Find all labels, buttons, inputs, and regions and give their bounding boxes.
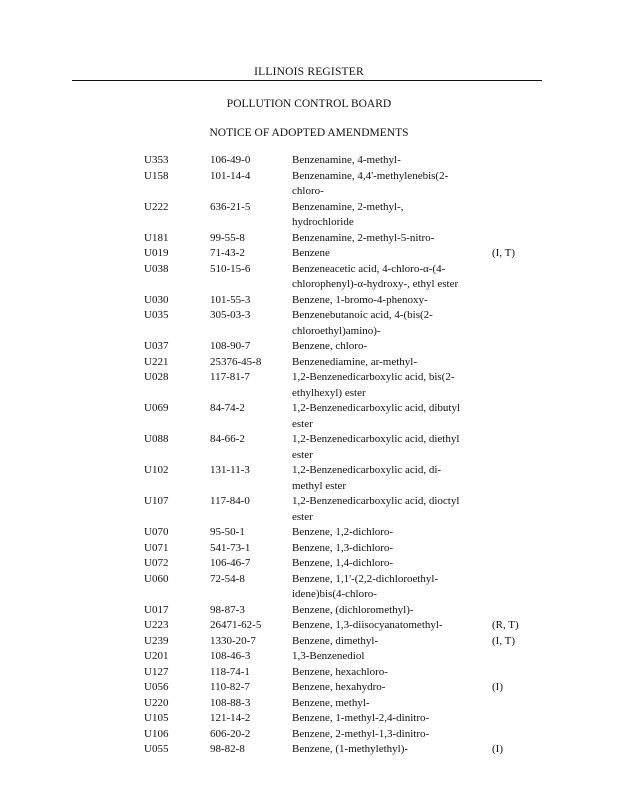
- cas-number: 117-81-7: [210, 371, 250, 383]
- substance-name: [292, 262, 476, 293]
- table-row: [0, 169, 618, 200]
- substance-name: [292, 293, 476, 309]
- waste-code: U105: [144, 712, 169, 724]
- cas-number: 99-55-8: [210, 231, 245, 244]
- substance-name: [292, 355, 476, 371]
- table-row: [0, 742, 618, 758]
- substance-name-line: Benzene, dimethyl-: [292, 634, 379, 647]
- substance-name-line: Benzene, hexachloro-: [292, 665, 388, 678]
- cas-number: 1330-20-7: [210, 634, 256, 647]
- cas-number: 108-90-7: [210, 340, 251, 352]
- waste-code: U072: [144, 557, 169, 569]
- waste-code: U239: [144, 634, 169, 647]
- waste-code: U060: [144, 572, 169, 585]
- table-row: [0, 432, 618, 463]
- substance-name-line: Benzenamine, 2-methyl-,: [292, 200, 404, 213]
- hazard-code: (I, T): [492, 247, 516, 259]
- waste-code: U222: [144, 200, 169, 213]
- substance-name: [292, 401, 476, 432]
- cas-number: 25376-45-8: [210, 355, 262, 368]
- substance-name-line: Benzene, 1,4-dichloro-: [292, 557, 394, 569]
- substance-name-line: Benzene: [292, 247, 330, 259]
- waste-code: U158: [144, 169, 169, 182]
- substance-name: [292, 432, 476, 463]
- waste-code: U221: [144, 355, 169, 368]
- table-row: [0, 494, 618, 525]
- table-row: [0, 355, 618, 371]
- cas-number: 108-88-3: [210, 696, 251, 709]
- substance-name: [292, 153, 476, 169]
- cas-number: 98-87-3: [210, 603, 245, 616]
- substance-name-line: Benzene, 1,2-dichloro-: [292, 526, 394, 538]
- substance-name-line: Benzene, (dichloromethyl)-: [292, 603, 414, 616]
- header-divider: [72, 80, 542, 81]
- substance-name-line: chlorophenyl)-α-hydroxy-, ethyl ester: [292, 278, 459, 290]
- hazard-code: (I): [492, 681, 503, 693]
- substance-name-line: ester: [292, 510, 313, 523]
- hazardous-waste-table: [0, 153, 618, 758]
- substance-name-line: chloroethyl)amino)-: [292, 324, 381, 337]
- table-row: [0, 541, 618, 557]
- waste-code: U028: [144, 371, 169, 383]
- table-row: [0, 572, 618, 603]
- substance-name-line: Benzene, 1,3-diisocyanatomethyl-: [292, 619, 443, 631]
- waste-code: U127: [144, 665, 169, 678]
- waste-code: U220: [144, 696, 169, 709]
- substance-name-line: Benzene, 2-methyl-1,3-dinitro-: [292, 727, 430, 740]
- substance-name-line: ester: [292, 448, 313, 461]
- table-row: [0, 696, 618, 712]
- substance-name-line: Benzene, 1-methyl-2,4-dinitro-: [292, 712, 430, 724]
- cas-number: 117-84-0: [210, 495, 250, 507]
- substance-name: [292, 370, 476, 401]
- substance-name: [292, 246, 476, 262]
- waste-code: U019: [144, 247, 169, 259]
- table-row: [0, 401, 618, 432]
- substance-name-line: Benzene, chloro-: [292, 340, 368, 352]
- substance-name-line: Benzenamine, 4-methyl-: [292, 154, 401, 166]
- substance-name: [292, 231, 476, 247]
- table-row: [0, 262, 618, 293]
- waste-code: U035: [144, 309, 169, 321]
- waste-code: U056: [144, 681, 169, 693]
- substance-name-line: Benzene, (1-methylethyl)-: [292, 743, 409, 755]
- substance-name-line: chloro-: [292, 185, 324, 197]
- substance-name-line: hydrochloride: [292, 216, 354, 228]
- substance-name-line: 1,2-Benzenedicarboxylic acid, dioctyl: [292, 495, 460, 507]
- cas-number: 541-73-1: [210, 541, 251, 554]
- cas-number: 84-66-2: [210, 433, 245, 445]
- cas-number: 106-46-7: [210, 557, 251, 569]
- substance-name-line: Benzene, methyl-: [292, 696, 370, 709]
- table-row: [0, 711, 618, 727]
- cas-number: 510-15-6: [210, 262, 251, 275]
- substance-name: [292, 696, 476, 712]
- substance-name-line: Benzene, 1-bromo-4-phenoxy-: [292, 293, 428, 306]
- substance-name-line: 1,2-Benzenedicarboxylic acid, diethyl: [292, 433, 460, 445]
- substance-name: [292, 742, 476, 758]
- substance-name: [292, 541, 476, 557]
- table-row: [0, 618, 618, 634]
- waste-code: U223: [144, 619, 169, 631]
- cas-number: 71-43-2: [210, 247, 245, 259]
- table-row: [0, 634, 618, 650]
- waste-code: U038: [144, 262, 169, 275]
- substance-name: [292, 572, 476, 603]
- waste-code: U030: [144, 293, 169, 306]
- substance-name-line: 1,2-Benzenedicarboxylic acid, bis(2-: [292, 371, 455, 383]
- waste-code: U055: [144, 743, 169, 755]
- register-title: ILLINOIS REGISTER: [254, 66, 364, 78]
- cas-number: 110-82-7: [210, 681, 250, 693]
- substance-name-line: ester: [292, 417, 313, 430]
- cas-number: 106-49-0: [210, 154, 251, 166]
- cas-number: 305-03-3: [210, 309, 251, 321]
- waste-code: U107: [144, 495, 169, 507]
- waste-code: U017: [144, 603, 169, 616]
- hazard-code: (R, T): [492, 619, 519, 631]
- cas-number: 95-50-1: [210, 526, 245, 538]
- table-row: [0, 339, 618, 355]
- substance-name: [292, 680, 476, 696]
- substance-name: [292, 618, 476, 634]
- substance-name: [292, 665, 476, 681]
- substance-name: [292, 494, 476, 525]
- substance-name: [292, 634, 476, 650]
- substance-name-line: Benzenebutanoic acid, 4-(bis(2-: [292, 309, 433, 321]
- table-row: [0, 293, 618, 309]
- cas-number: 118-74-1: [210, 665, 250, 678]
- substance-name: [292, 308, 476, 339]
- cas-number: 101-55-3: [210, 293, 251, 306]
- table-row: [0, 370, 618, 401]
- substance-name-line: 1,2-Benzenedicarboxylic acid, di-: [292, 464, 442, 476]
- waste-code: U069: [144, 402, 169, 414]
- substance-name-line: Benzene, 1,3-dichloro-: [292, 541, 394, 554]
- cas-number: 98-82-8: [210, 743, 245, 755]
- waste-code: U071: [144, 541, 169, 554]
- substance-name: [292, 603, 476, 619]
- substance-name-line: idene)bis(4-chloro-: [292, 588, 377, 600]
- table-row: [0, 463, 618, 494]
- waste-code: U201: [144, 650, 169, 662]
- cas-number: 131-11-3: [210, 464, 250, 476]
- hazard-code: (I, T): [492, 634, 516, 647]
- cas-number: 101-14-4: [210, 169, 251, 182]
- waste-code: U037: [144, 340, 169, 352]
- cas-number: 636-21-5: [210, 200, 251, 213]
- substance-name: [292, 727, 476, 743]
- substance-name: [292, 525, 476, 541]
- substance-name: [292, 339, 476, 355]
- table-row: [0, 200, 618, 231]
- cas-number: 84-74-2: [210, 402, 245, 414]
- board-name: POLLUTION CONTROL BOARD: [226, 98, 392, 110]
- substance-name: [292, 169, 476, 200]
- table-row: [0, 665, 618, 681]
- table-row: [0, 680, 618, 696]
- substance-name-line: ethylhexyl) ester: [292, 386, 366, 399]
- table-row: [0, 649, 618, 665]
- waste-code: U088: [144, 433, 169, 445]
- substance-name: [292, 649, 476, 665]
- substance-name-line: Benzenediamine, ar-methyl-: [292, 355, 418, 368]
- substance-name-line: Benzene, 1,1'-(2,2-dichloroethyl-: [292, 572, 439, 585]
- substance-name: [292, 463, 476, 494]
- cas-number: 108-46-3: [210, 650, 251, 662]
- cas-number: 72-54-8: [210, 572, 245, 585]
- substance-name-line: Benzenamine, 4,4'-methylenebis(2-: [292, 169, 449, 182]
- waste-code: U353: [144, 154, 169, 166]
- waste-code: U102: [144, 464, 169, 476]
- table-row: [0, 556, 618, 572]
- waste-code: U106: [144, 727, 169, 740]
- cas-number: 121-14-2: [210, 712, 251, 724]
- substance-name-line: Benzeneacetic acid, 4-chloro-α-(4-: [292, 262, 446, 275]
- table-row: [0, 231, 618, 247]
- table-row: [0, 603, 618, 619]
- table-row: [0, 246, 618, 262]
- waste-code: U070: [144, 526, 169, 538]
- table-row: [0, 153, 618, 169]
- table-row: [0, 308, 618, 339]
- substance-name-line: 1,2-Benzenedicarboxylic acid, dibutyl: [292, 402, 460, 414]
- substance-name-line: methyl ester: [292, 479, 347, 492]
- table-row: [0, 525, 618, 541]
- hazard-code: (I): [492, 743, 503, 755]
- substance-name-line: Benzenamine, 2-methyl-5-nitro-: [292, 231, 435, 244]
- substance-name: [292, 711, 476, 727]
- notice-heading: NOTICE OF ADOPTED AMENDMENTS: [209, 127, 409, 139]
- cas-number: 606-20-2: [210, 727, 251, 740]
- substance-name: [292, 200, 476, 231]
- substance-name: [292, 556, 476, 572]
- substance-name-line: Benzene, hexahydro-: [292, 681, 386, 693]
- substance-name-line: 1,3-Benzenediol: [292, 650, 365, 662]
- cas-number: 26471-62-5: [210, 619, 262, 631]
- table-row: [0, 727, 618, 743]
- waste-code: U181: [144, 231, 169, 244]
